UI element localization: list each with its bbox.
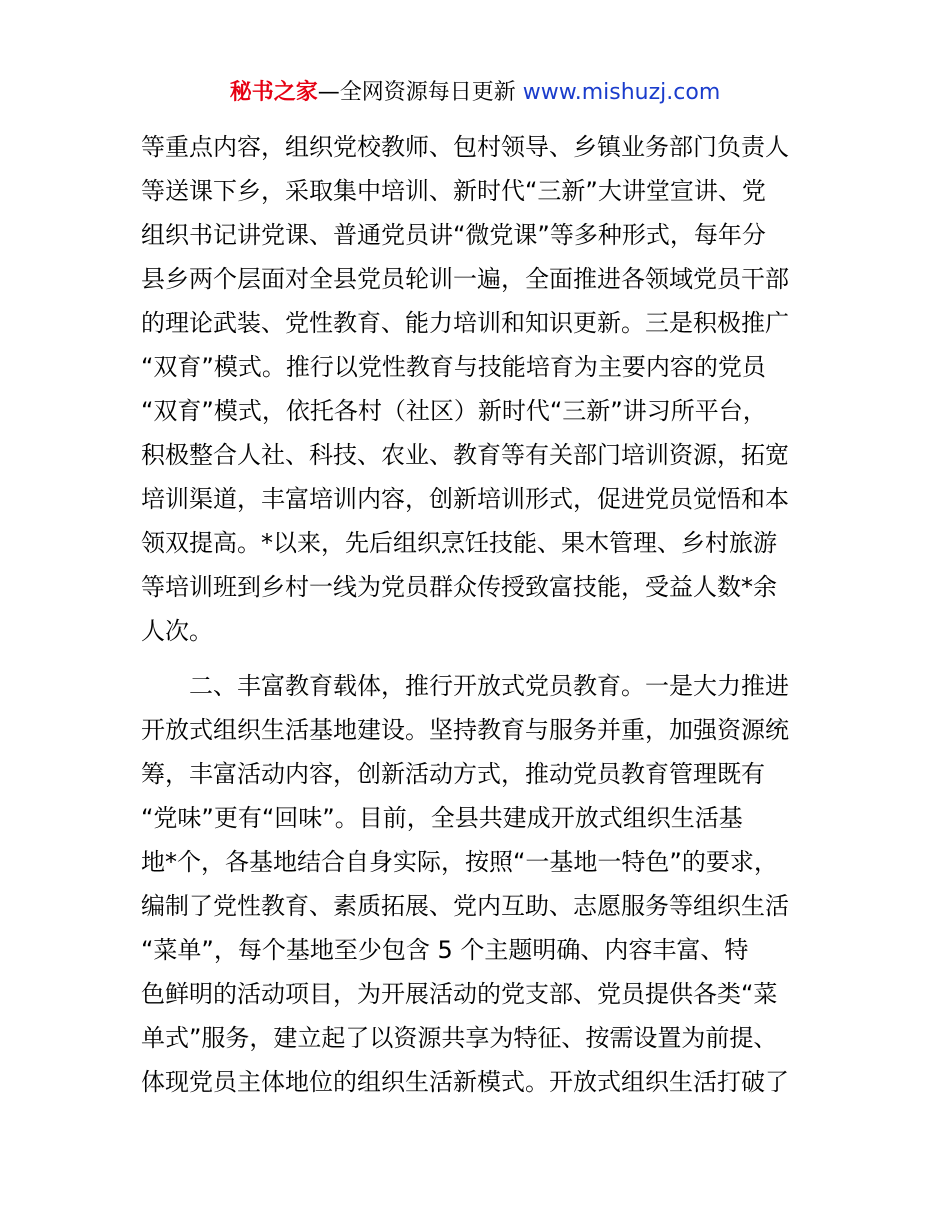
text-line: 等培训班到乡村一线为党员群众传授致富技能，受益人数*余: [141, 573, 777, 601]
text-line: 人次。: [141, 617, 213, 645]
text-line: 积极整合人社、科技、农业、教育等有关部门培训资源，拓宽: [141, 441, 789, 469]
text-line: 色鲜明的活动项目，为开展活动的党支部、党员提供各类“菜: [141, 980, 778, 1008]
paragraph-2: [141, 664, 841, 1104]
text-line: 领双提高。*以来，先后组织烹饪技能、果木管理、乡村旅游: [141, 529, 777, 557]
site-url[interactable]: www.mishuzj.com: [522, 80, 721, 105]
paragraph-spacer: [141, 653, 841, 664]
text-line: 培训渠道，丰富培训内容，创新培训形式，促进党员觉悟和本: [141, 485, 789, 513]
page-header: [0, 76, 950, 110]
site-brand: 秘书之家: [229, 80, 318, 105]
text-line: 的理论武装、党性教育、能力培训和知识更新。三是积极推广: [141, 309, 789, 337]
text-line: “双育”模式。推行以党性教育与技能培育为主要内容的党员: [141, 353, 766, 381]
text-line: 县乡两个层面对全县党员轮训一遍，全面推进各领域党员干部: [141, 265, 789, 293]
text-line: 二、丰富教育载体，推行开放式党员教育。一是大力推进: [141, 672, 789, 700]
text-line: “党味”更有“回味”。目前，全县共建成开放式组织生活基: [141, 804, 743, 832]
text-line: 编制了党性教育、素质拓展、党内互助、志愿服务等组织生活: [141, 892, 789, 920]
text-line: 等重点内容，组织党校教师、包村领导、乡镇业务部门负责人: [141, 133, 789, 161]
text-line: 等送课下乡，采取集中培训、新时代“三新”大讲堂宣讲、党: [141, 177, 766, 205]
text-line: 组织书记讲党课、普通党员讲“微党课”等多种形式，每年分: [141, 221, 766, 249]
text-line: 地*个，各基地结合自身实际，按照“一基地一特色”的要求，: [141, 848, 778, 876]
text-line: “菜单”，每个基地至少包含 5 个主题明确、内容丰富、特: [141, 936, 749, 964]
text-line: 体现党员主体地位的组织生活新模式。开放式组织生活打破了: [141, 1068, 789, 1096]
paragraph-1: [141, 125, 841, 653]
text-line: 单式”服务，建立起了以资源共享为特征、按需设置为前提、: [141, 1024, 778, 1052]
site-tagline: —全网资源每日更新: [317, 80, 516, 105]
text-line: 开放式组织生活基地建设。坚持教育与服务并重，加强资源统: [141, 716, 789, 744]
text-line: 筹，丰富活动内容，创新活动方式，推动党员教育管理既有: [141, 760, 765, 788]
document-body: [141, 125, 841, 1104]
text-line: “双育”模式，依托各村（社区）新时代“三新”讲习所平台，: [141, 397, 767, 425]
